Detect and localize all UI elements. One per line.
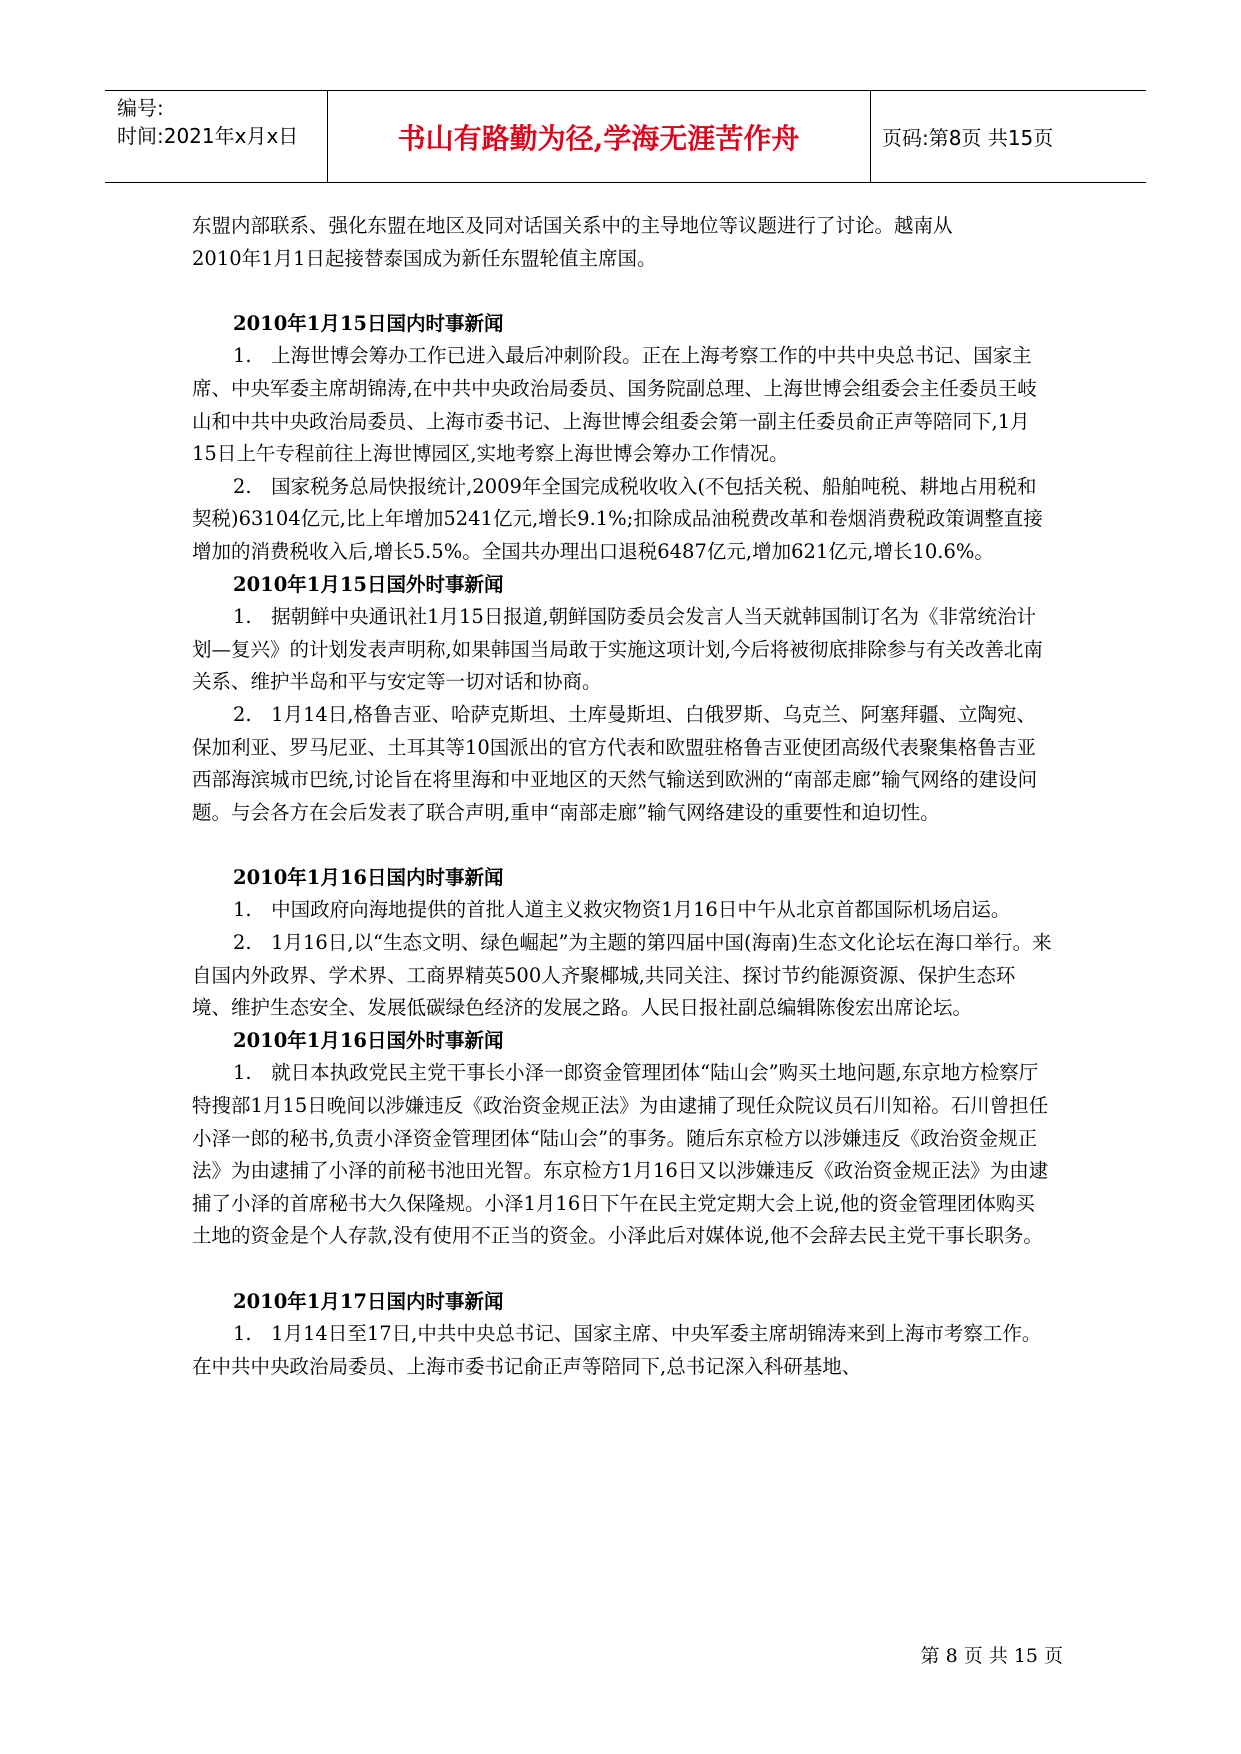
section-heading: 2010年1月16日国内时事新闻 (233, 865, 504, 889)
page-footer: 第 8 页 共 15 页 (920, 1645, 1063, 1667)
document-time-label: 时间:2021年x月x日 (117, 124, 299, 148)
news-paragraph: 2. 1月16日,以“生态文明、绿色崛起”为主题的第四届中国(海南)生态文化论坛在海口举行。来自国内外政界、学术界、工商界精英500人齐聚椰城,共同关注、探讨节约能源资源、保护生态环境、维护生态安全、发展低碳绿色经济的发展之路。人民日报社副总编辑陈俊宏出席论坛。 (192, 931, 1052, 1020)
section-heading: 2010年1月15日国内时事新闻 (233, 311, 504, 335)
body-text: 东盟内部联系、强化东盟在地区及同对话国关系中的主导地位等议题进行了讨论。越南从 (192, 214, 953, 237)
document-body (192, 210, 1054, 1383)
header-meta (117, 94, 298, 150)
news-paragraph: 2. 1月14日,格鲁吉亚、哈萨克斯坦、土库曼斯坦、白俄罗斯、乌克兰、阿塞拜疆、立陶宛、保加利亚、罗马尼亚、土耳其等10国派出的官方代表和欧盟驻格鲁吉亚使团高级代表聚集格鲁吉亚西部海滨城市巴统,讨论旨在将里海和中亚地区的天然气输送到欧洲的“南部走廊”输气网络的建设问题。与会各方在会后发表了联合声明,重申“南部走廊”输气网络建设的重要性和迫切性。 (192, 702, 1038, 824)
header-motto: 书山有路勤为径,学海无涯苦作舟 (397, 121, 800, 155)
document-number-label: 编号: (117, 96, 164, 120)
news-paragraph: 1. 中国政府向海地提供的首批人道主义救灾物资1月16日中午从北京首都国际机场启运。 (233, 898, 1011, 922)
news-paragraph: 1. 据朝鲜中央通讯社1月15日报道,朝鲜国防委员会发言人当天就韩国制订名为《非常统治计划—复兴》的计划发表声明称,如果韩国当局敢于实施这项计划,今后将被彻底排除参与有关改善北南关系、维护半岛和平与安定等一切对话和协商。 (192, 605, 1043, 694)
section-heading: 2010年1月15日国外时事新闻 (233, 572, 504, 596)
news-paragraph: 1. 1月14日至17日,中共中央总书记、国家主席、中央军委主席胡锦涛来到上海市考察工作。在中共中央政治局委员、上海市委书记俞正声等陪同下,总书记深入科研基地、 (192, 1322, 1042, 1378)
body-text: 2010年1月1日起接替泰国成为新任东盟轮值主席国。 (192, 246, 657, 270)
news-paragraph: 1. 上海世博会筹办工作已进入最后冲刺阶段。正在上海考察工作的中共中央总书记、国家主席、中央军委主席胡锦涛,在中共中央政治局委员、国务院副总理、上海世博会组委会主任委员王岐山和中共中央政治局委员、上海市委书记、上海世博会组委会第一副主任委员俞正声等陪同下,1月15日上午专程前往上海世博园区,实地考察上海世博会筹办工作情况。 (192, 344, 1037, 466)
header-page-number: 页码:第8页 共15页 (882, 126, 1054, 150)
page-header (105, 90, 1146, 183)
news-paragraph: 1. 就日本执政党民主党干事长小泽一郎资金管理团体“陆山会”购买土地问题,东京地方检察厅特搜部1月15日晚间以涉嫌违反《政治资金规正法》为由逮捕了现任众院议员石川知裕。石川曾担任小泽一郎的秘书,负责小泽资金管理团体“陆山会”的事务。随后东京检方以涉嫌违反《政治资金规正法》为由逮捕了小泽的前秘书池田光智。东京检方1月16日又以涉嫌违反《政治资金规正法》为由逮捕了小泽的首席秘书大久保隆规。小泽1月16日下午在民主党定期大会上说,他的资金管理团体购买土地的资金是个人存款,没有使用不正当的资金。小泽此后对媒体说,他不会辞去民主党干事长职务。 (192, 1061, 1049, 1248)
news-paragraph: 2. 国家税务总局快报统计,2009年全国完成税收收入(不包括关税、船舶吨税、耕地占用税和契税)63104亿元,比上年增加5241亿元,增长9.1%;扣除成品油税费改革和卷烟消费税政策调整直接增加的消费税收入后,增长5.5%。全国共办理出口退税6487亿元,增加621亿元,增长10.6%。 (192, 474, 1043, 563)
section-heading: 2010年1月16日国外时事新闻 (233, 1028, 504, 1052)
section-heading: 2010年1月17日国内时事新闻 (233, 1289, 504, 1313)
